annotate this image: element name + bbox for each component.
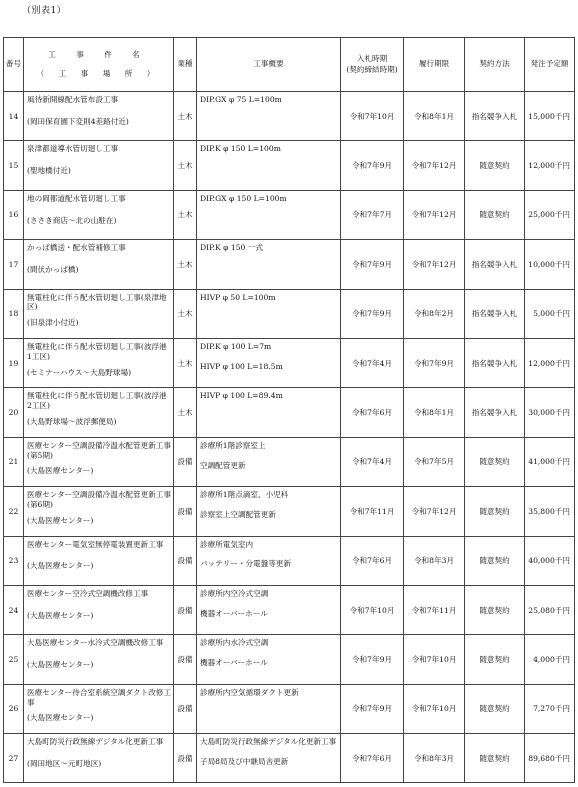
- project-summary: [197, 437, 341, 486]
- project-cell: [24, 536, 174, 585]
- bid-time: 令和7年10月: [341, 92, 404, 141]
- bid-time: 令和7年9月: [341, 289, 404, 338]
- completion-period: 令和7年9月: [404, 338, 465, 387]
- row-number: 14: [4, 92, 24, 141]
- header-period: 履行期限: [404, 38, 465, 92]
- table-row: [4, 240, 575, 289]
- completion-period: 令和7年10月: [404, 684, 465, 733]
- project-summary: [197, 289, 341, 338]
- project-summary: [197, 141, 341, 190]
- summary-line-1: 診療所1階診察室上: [200, 440, 266, 450]
- row-number: 25: [4, 635, 24, 684]
- bid-time: 令和7年9月: [341, 240, 404, 289]
- header-no: 番号: [4, 38, 24, 92]
- bid-time: 令和7年11月: [341, 487, 404, 536]
- contract-method: 随意契約: [465, 635, 525, 684]
- header-bid-time: [341, 38, 404, 92]
- project-summary: [197, 338, 341, 387]
- row-number: 18: [4, 289, 24, 338]
- completion-period: 令和7年12月: [404, 190, 465, 239]
- planned-amount: 41,000千円: [525, 437, 575, 486]
- header-bid-line1: 入札時期: [356, 54, 388, 64]
- project-location: (大島野球場～波浮郵便局): [27, 417, 117, 427]
- contract-method: 随意契約: [465, 141, 525, 190]
- project-type: 土木: [174, 190, 197, 239]
- project-type: 設備: [174, 585, 197, 634]
- table-row: [4, 437, 575, 486]
- summary-line-2: 機器オーバーホール: [200, 658, 268, 668]
- header-row: [4, 38, 575, 92]
- project-summary: [197, 240, 341, 289]
- project-summary: [197, 388, 341, 437]
- planned-amount: 25,000千円: [525, 190, 575, 239]
- project-location: (間伏かっぱ橋): [27, 265, 79, 275]
- project-cell: [24, 190, 174, 239]
- table-row: [4, 635, 575, 684]
- project-type: 土木: [174, 92, 197, 141]
- planned-amount: 5,000千円: [525, 289, 575, 338]
- project-cell: [24, 635, 174, 684]
- planned-amount: 10,000千円: [525, 240, 575, 289]
- contract-method: 随意契約: [465, 536, 525, 585]
- project-location: (大島医療センター): [27, 660, 94, 670]
- summary-line-2: HIVP φ 100 L=18.5m: [200, 361, 283, 371]
- table-row: [4, 684, 575, 733]
- row-number: 16: [4, 190, 24, 239]
- project-name: 大島医療センター水冷式空調機改修工事: [27, 638, 164, 648]
- contract-method: 指名競争入札: [465, 92, 525, 141]
- project-name: 医療センター空冷式空調機改修工事: [27, 588, 149, 598]
- project-type: 設備: [174, 487, 197, 536]
- summary-line-1: DIP.GX φ 75 L=100m: [200, 95, 282, 104]
- contract-method: 指名競争入札: [465, 388, 525, 437]
- summary-line-1: 診療所1階点滴室、小児科: [200, 490, 289, 500]
- completion-period: 令和8年2月: [404, 289, 465, 338]
- project-summary: [197, 585, 341, 634]
- planned-amount: 4,000千円: [525, 635, 575, 684]
- row-number: 15: [4, 141, 24, 190]
- summary-line-1: DIP.K φ 150 L=100m: [200, 144, 281, 154]
- bid-time: 令和7年7月: [341, 190, 404, 239]
- summary-line-1: 診療所内空気循環ダクト更新: [200, 687, 299, 697]
- table-row: [4, 141, 575, 190]
- planned-amount: 12,000千円: [525, 338, 575, 387]
- table-row: [4, 734, 575, 783]
- row-number: 24: [4, 585, 24, 634]
- contract-method: 随意契約: [465, 734, 525, 783]
- contract-method: 指名競争入札: [465, 338, 525, 387]
- planned-amount: 25,080千円: [525, 585, 575, 634]
- header-bid-line2: (契約締結時期): [346, 64, 398, 74]
- project-cell: [24, 388, 174, 437]
- project-name: 無電柱化に伴う配水管切廻し工事(泉津地区): [27, 292, 167, 312]
- project-name: 大島町防災行政無線デジタル化更新工事: [27, 737, 164, 747]
- bid-time: 令和7年9月: [341, 141, 404, 190]
- project-type: 土木: [174, 240, 197, 289]
- project-name: かっぱ橋送・配水管補修工事: [27, 243, 126, 253]
- bid-time: 令和7年6月: [341, 734, 404, 783]
- project-cell: [24, 240, 174, 289]
- completion-period: 令和8年1月: [404, 388, 465, 437]
- project-type: 設備: [174, 536, 197, 585]
- contract-method: 指名競争入札: [465, 289, 525, 338]
- completion-period: 令和7年11月: [404, 585, 465, 634]
- table-row: [4, 536, 575, 585]
- contract-method: 随意契約: [465, 585, 525, 634]
- planned-amount: 40,000千円: [525, 536, 575, 585]
- summary-line-2: 子局8局及び中継局舎更新: [200, 756, 289, 766]
- contract-method: 随意契約: [465, 437, 525, 486]
- row-number: 19: [4, 338, 24, 387]
- planned-amount: 7,270千円: [525, 684, 575, 733]
- project-cell: [24, 487, 174, 536]
- bid-time: 令和7年4月: [341, 437, 404, 486]
- planned-amount: 35,800千円: [525, 487, 575, 536]
- project-name: 地の岡都道配水管切廻し工事: [27, 193, 126, 203]
- completion-period: 令和8年3月: [404, 536, 465, 585]
- project-summary: [197, 536, 341, 585]
- project-name: 医療センター空調設備冷温水配管更新工事(第5期): [27, 440, 171, 460]
- project-cell: [24, 684, 174, 733]
- bid-time: 令和7年6月: [341, 536, 404, 585]
- project-location: (大島医療センター): [27, 466, 94, 476]
- row-number: 20: [4, 388, 24, 437]
- table-row: [4, 190, 575, 239]
- project-location: (岡田保育園下変則4差路付近): [27, 116, 129, 126]
- table-caption: （別表1）: [22, 6, 67, 16]
- project-name: 無電柱化に伴う配水管切廻し工事(波浮港2工区): [27, 391, 167, 411]
- contract-method: 随意契約: [465, 487, 525, 536]
- project-name: 医療センター電気室無停電装置更新工事: [27, 539, 164, 549]
- project-type: 設備: [174, 437, 197, 486]
- project-location: (大島医療センター): [27, 561, 94, 571]
- project-location: (ささき商店～北の山駐在): [27, 215, 117, 225]
- table-row: [4, 289, 575, 338]
- project-location: (大島医療センター): [27, 713, 94, 723]
- contract-method: 随意契約: [465, 684, 525, 733]
- planned-amount: 30,000千円: [525, 388, 575, 437]
- summary-line-2: 空調配管更新: [200, 460, 246, 470]
- project-name: 医療センター空調設備冷温水配管更新工事(第6期): [27, 490, 171, 509]
- construction-schedule-table: [3, 37, 575, 783]
- row-number: 21: [4, 437, 24, 486]
- project-location: (聖地橋付近): [27, 166, 71, 176]
- project-cell: [24, 437, 174, 486]
- completion-period: 令和7年10月: [404, 635, 465, 684]
- project-name: 泉津都道導水管切廻し工事: [27, 144, 119, 154]
- header-name-line2: （ 工 事 場 所 ）: [36, 69, 161, 78]
- summary-line-1: 大島町防災行政無線デジタル化更新工事: [200, 737, 337, 747]
- project-summary: [197, 734, 341, 783]
- completion-period: 令和7年12月: [404, 141, 465, 190]
- project-cell: [24, 141, 174, 190]
- summary-line-1: HIVP φ 100 L=89.4m: [200, 391, 283, 401]
- completion-period: 令和7年5月: [404, 437, 465, 486]
- project-cell: [24, 585, 174, 634]
- table-row: [4, 585, 575, 634]
- row-number: 26: [4, 684, 24, 733]
- row-number: 17: [4, 240, 24, 289]
- summary-line-1: HIVP φ 50 L=100m: [200, 292, 276, 302]
- header-method: 契約方法: [465, 38, 525, 92]
- project-location: (旧泉津小付近): [27, 318, 79, 328]
- table-row: [4, 388, 575, 437]
- project-type: 土木: [174, 388, 197, 437]
- project-cell: [24, 734, 174, 783]
- project-summary: [197, 190, 341, 239]
- summary-line-2: バッテリー・分電盤等更新: [200, 559, 292, 569]
- project-location: (大島医療センター): [27, 515, 94, 525]
- header-amount: 発注予定額: [525, 38, 575, 92]
- contract-method: 指名競争入札: [465, 240, 525, 289]
- project-name: 風待新開線配水管布設工事: [27, 95, 119, 104]
- project-summary: [197, 92, 341, 141]
- header-type: 業種: [174, 38, 197, 92]
- table-row: [4, 338, 575, 387]
- project-name: 無電柱化に伴う配水管切廻し工事(波浮港1工区): [27, 341, 167, 361]
- header-summary: 工事概要: [197, 38, 341, 92]
- header-name-line1: 工 事 件 名: [48, 49, 149, 59]
- bid-time: 令和7年9月: [341, 635, 404, 684]
- project-type: 設備: [174, 684, 197, 733]
- summary-line-1: DIP.K φ 100 L=7m: [200, 341, 272, 351]
- planned-amount: 15,000千円: [525, 92, 575, 141]
- summary-line-2: 診察室上空調配管更新: [200, 509, 276, 519]
- project-type: 土木: [174, 141, 197, 190]
- summary-line-1: 診療所電気室内: [200, 539, 254, 549]
- summary-line-1: 診療所内水冷式空調: [200, 638, 269, 648]
- bid-time: 令和7年6月: [341, 388, 404, 437]
- project-cell: [24, 338, 174, 387]
- project-cell: [24, 289, 174, 338]
- project-location: (岡田地区～元町地区): [27, 758, 102, 768]
- row-number: 23: [4, 536, 24, 585]
- completion-period: 令和7年12月: [404, 240, 465, 289]
- project-type: 設備: [174, 734, 197, 783]
- project-type: 土木: [174, 338, 197, 387]
- project-summary: [197, 684, 341, 733]
- completion-period: 令和7年12月: [404, 487, 465, 536]
- bid-time: 令和7年10月: [341, 585, 404, 634]
- summary-line-2: 機器オーバーホール: [200, 608, 268, 618]
- completion-period: 令和8年1月: [404, 92, 465, 141]
- row-number: 27: [4, 734, 24, 783]
- table-row: [4, 487, 575, 536]
- summary-line-1: DIP.K φ 150 一式: [200, 243, 263, 253]
- project-summary: [197, 635, 341, 684]
- planned-amount: 89,680千円: [525, 734, 575, 783]
- bid-time: 令和7年4月: [341, 338, 404, 387]
- bid-time: 令和7年9月: [341, 684, 404, 733]
- contract-method: 随意契約: [465, 190, 525, 239]
- project-location: (セミナーハウス～大島野球場): [27, 367, 132, 377]
- completion-period: 令和8年3月: [404, 734, 465, 783]
- project-type: 設備: [174, 635, 197, 684]
- table-row: [4, 92, 575, 141]
- summary-line-1: DIP.GX φ 150 L=100m: [200, 193, 287, 203]
- summary-line-1: 診療所内空冷式空調: [200, 588, 269, 598]
- project-type: 土木: [174, 289, 197, 338]
- project-cell: [24, 92, 174, 141]
- project-summary: [197, 487, 341, 536]
- planned-amount: 12,000千円: [525, 141, 575, 190]
- row-number: 22: [4, 487, 24, 536]
- header-name: [24, 38, 174, 92]
- project-location: (大島医療センター): [27, 610, 94, 620]
- project-name: 医療センター待合室系統空調ダクト改修工事: [27, 687, 171, 707]
